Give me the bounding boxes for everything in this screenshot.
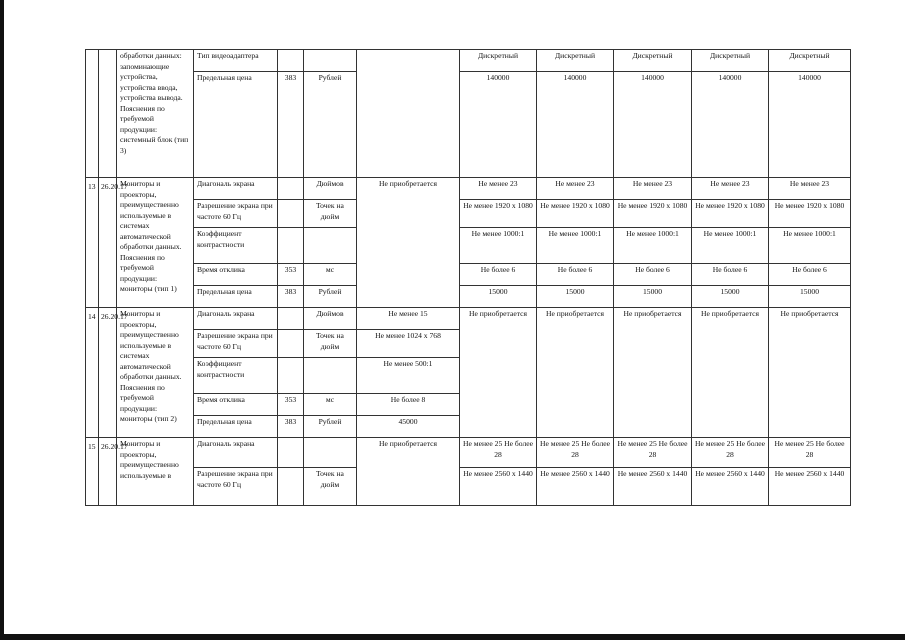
spec-value: Дискретный: [460, 50, 537, 72]
spec-value: Не менее 1920 x 1080: [769, 200, 851, 228]
spec-value: Дискретный: [692, 50, 769, 72]
spec-value: Не более 6: [460, 264, 537, 286]
spec-value: Не менее 25 Не более 28: [537, 438, 614, 468]
table-row: [86, 438, 851, 468]
spec-label: Предельная цена: [194, 416, 278, 438]
spec-value: 140000: [614, 72, 692, 178]
spec-unit: Рублей: [304, 72, 357, 178]
spec-value: Дискретный: [769, 50, 851, 72]
spec-code: 383: [278, 416, 304, 438]
spec-label: Время отклика: [194, 264, 278, 286]
base-value: Не приобретается: [357, 178, 460, 308]
spec-label: Разрешение экрана при частоте 60 Гц: [194, 330, 278, 358]
spec-value: Не менее 2560 x 1440: [460, 468, 537, 506]
spec-value: 15000: [537, 286, 614, 308]
spec-value: Не приобретается: [537, 308, 614, 438]
table-row: [86, 468, 851, 506]
product-name: Мониторы и проекторы, преимущественно используемые в системах автоматической обработки данных. Пояснения по требуемой продукции: мониторы (тип 2): [117, 308, 194, 438]
spec-value: Не менее 1920 x 1080: [537, 200, 614, 228]
spec-label: Тип видеоадаптера: [194, 50, 278, 72]
product-name: Мониторы и проекторы, преимущественно используемые в системах автоматической обработки данных. Пояснения по требуемой продукции: мониторы (тип 1): [117, 178, 194, 308]
spec-code: [278, 438, 304, 468]
spec-value: Не менее 23: [537, 178, 614, 200]
spec-value: 140000: [769, 72, 851, 178]
spec-unit: [304, 358, 357, 394]
row-number: 14: [86, 308, 99, 438]
spec-value: Не менее 1000:1: [460, 228, 537, 264]
product-name: обработки данных: запоминающие устройства, устройства ввода, устройства вывода. Пояснения по требуемой продукции: системный блок (тип 3): [117, 50, 194, 178]
table-row: [86, 264, 851, 286]
spec-value: Не менее 2560 x 1440: [692, 468, 769, 506]
okpd-code: 26.20.17: [99, 178, 117, 308]
spec-value: Не менее 1000:1: [692, 228, 769, 264]
spec-code: [278, 200, 304, 228]
spec-value: Не менее 2560 x 1440: [769, 468, 851, 506]
spec-code: 353: [278, 264, 304, 286]
table-row: [86, 228, 851, 264]
spec-label: Предельная цена: [194, 72, 278, 178]
spec-value: 15000: [692, 286, 769, 308]
spec-value: Не менее 25 Не более 28: [692, 438, 769, 468]
spec-value: Не более 6: [769, 264, 851, 286]
spec-label: Коэффициент контрастности: [194, 228, 278, 264]
spec-label: Разрешение экрана при частоте 60 Гц: [194, 200, 278, 228]
spec-code: [278, 228, 304, 264]
base-value: 45000: [357, 416, 460, 438]
spec-value: Не менее 2560 x 1440: [537, 468, 614, 506]
spec-value: Не более 6: [614, 264, 692, 286]
spec-value: 140000: [460, 72, 537, 178]
base-value: Не более 8: [357, 394, 460, 416]
spec-label: Разрешение экрана при частоте 60 Гц: [194, 468, 278, 506]
spec-value: Не менее 2560 x 1440: [614, 468, 692, 506]
spec-unit: Точек на дюйм: [304, 200, 357, 228]
spec-unit: Рублей: [304, 286, 357, 308]
spec-unit: Дюймов: [304, 308, 357, 330]
spec-value: Не менее 25 Не более 28: [614, 438, 692, 468]
spec-label: Диагональ экрана: [194, 308, 278, 330]
spec-value: Не менее 1920 x 1080: [692, 200, 769, 228]
scan-edge-bottom: [0, 634, 905, 640]
spec-code: [278, 178, 304, 200]
table-row: [86, 72, 851, 178]
spec-value: Не менее 1000:1: [769, 228, 851, 264]
okpd-code: 26.20.17: [99, 438, 117, 506]
spec-value: Не менее 1000:1: [614, 228, 692, 264]
table-row: [86, 286, 851, 308]
spec-value: Не приобретается: [692, 308, 769, 438]
spec-label: Время отклика: [194, 394, 278, 416]
spec-value: Не более 6: [537, 264, 614, 286]
spec-code: [278, 330, 304, 358]
spec-value: 15000: [460, 286, 537, 308]
spec-code: 383: [278, 72, 304, 178]
spec-label: Предельная цена: [194, 286, 278, 308]
row-number: 13: [86, 178, 99, 308]
spec-value: Не менее 23: [692, 178, 769, 200]
table-row: [86, 50, 851, 72]
spec-value: 140000: [692, 72, 769, 178]
spec-unit: мс: [304, 394, 357, 416]
table-row: [86, 308, 851, 330]
base-value: Не менее 15: [357, 308, 460, 330]
spec-value: Не более 6: [692, 264, 769, 286]
spec-value: Не менее 1920 x 1080: [460, 200, 537, 228]
spec-label: Коэффициент контрастности: [194, 358, 278, 394]
spec-code: 383: [278, 286, 304, 308]
spec-unit: мс: [304, 264, 357, 286]
scan-edge-left: [0, 0, 4, 640]
requirements-table: [85, 49, 851, 506]
base-value: Не менее 500:1: [357, 358, 460, 394]
spec-value: Не приобретается: [460, 308, 537, 438]
spec-unit: Дюймов: [304, 178, 357, 200]
spec-value: Не менее 1000:1: [537, 228, 614, 264]
table-row: [86, 178, 851, 200]
spec-value: Не менее 23: [614, 178, 692, 200]
spec-unit: Точек на дюйм: [304, 330, 357, 358]
spec-value: Не приобретается: [614, 308, 692, 438]
spec-unit: [304, 438, 357, 468]
spec-value: Не менее 25 Не более 28: [769, 438, 851, 468]
spec-code: 353: [278, 394, 304, 416]
product-name: Мониторы и проекторы, преимущественно используемые в: [117, 438, 194, 506]
spec-value: Не приобретается: [769, 308, 851, 438]
spec-code: [278, 468, 304, 506]
spec-unit: Точек на дюйм: [304, 468, 357, 506]
spec-value: Не менее 23: [769, 178, 851, 200]
spec-label: Диагональ экрана: [194, 178, 278, 200]
spec-label: Диагональ экрана: [194, 438, 278, 468]
table-row: [86, 200, 851, 228]
spec-value: 15000: [614, 286, 692, 308]
spec-unit: [304, 228, 357, 264]
spec-value: Не менее 25 Не более 28: [460, 438, 537, 468]
spec-value: 15000: [769, 286, 851, 308]
okpd-code: 26.20.17: [99, 308, 117, 438]
spec-unit: Рублей: [304, 416, 357, 438]
spec-value: Не менее 23: [460, 178, 537, 200]
spec-code: [278, 358, 304, 394]
spec-code: [278, 308, 304, 330]
row-number: 15: [86, 438, 99, 506]
spec-value: 140000: [537, 72, 614, 178]
base-value: Не приобретается: [357, 438, 460, 506]
spec-value: Дискретный: [614, 50, 692, 72]
spec-value: Не менее 1920 x 1080: [614, 200, 692, 228]
spec-value: Дискретный: [537, 50, 614, 72]
base-value: Не менее 1024 x 768: [357, 330, 460, 358]
